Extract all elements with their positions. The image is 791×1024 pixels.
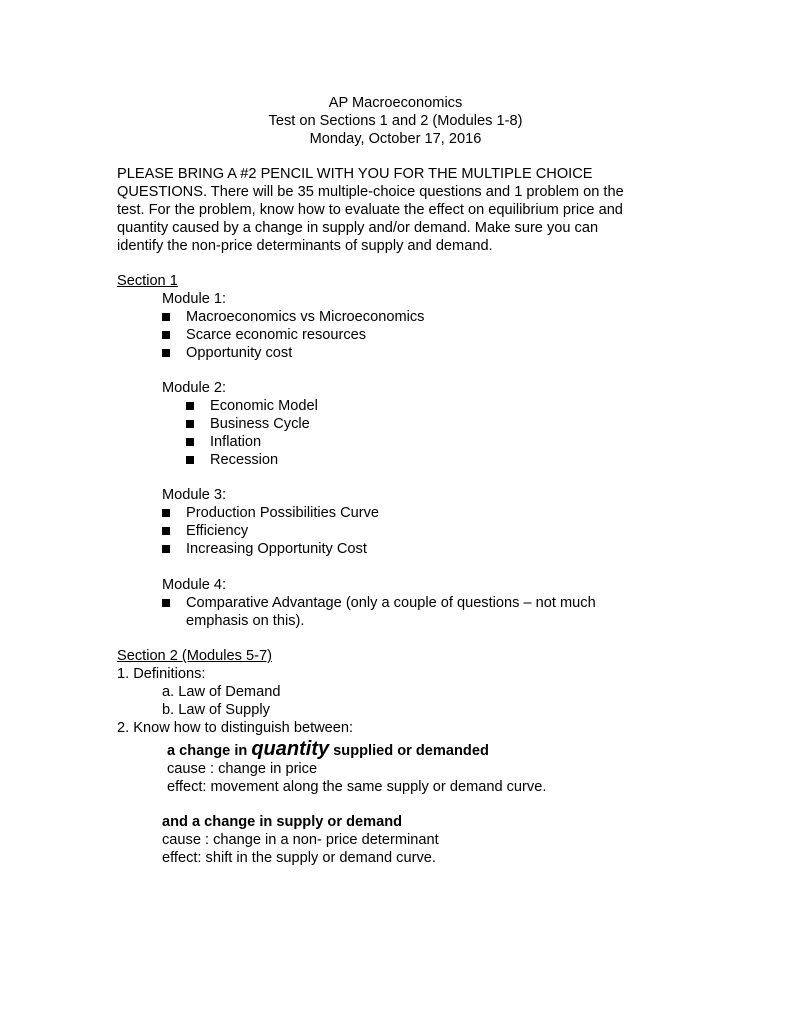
definition-item: b. Law of Supply xyxy=(162,702,270,718)
test-date: Monday, October 17, 2016 xyxy=(309,131,482,147)
module-1-list xyxy=(162,308,424,362)
square-bullet-icon xyxy=(186,438,194,446)
document-header xyxy=(0,94,791,148)
test-title: Test on Sections 1 and 2 (Modules 1-8) xyxy=(268,113,523,129)
list-item: Efficiency xyxy=(162,522,379,540)
intro-line: QUESTIONS. There will be 35 multiple-choice questions and 1 problem on the xyxy=(117,184,624,200)
module-3-title: Module 3: xyxy=(162,487,227,503)
intro-line: quantity caused by a change in supply and/or demand. Make sure you can xyxy=(117,220,599,236)
module-2-list xyxy=(186,397,318,469)
module-1-title: Module 1: xyxy=(162,291,227,307)
square-bullet-icon xyxy=(186,420,194,428)
quantity-change-heading: a change in quantity supplied or demanded xyxy=(167,738,489,760)
list-item: Increasing Opportunity Cost xyxy=(162,540,379,558)
list-item: Economic Model xyxy=(186,397,318,415)
module-2-title: Module 2: xyxy=(162,380,227,396)
quantity-emphasis: quantity xyxy=(251,738,330,760)
section-1-title: Section 1 xyxy=(117,273,178,289)
intro-line: identify the non-price determinants of supply and demand. xyxy=(117,238,493,254)
square-bullet-icon xyxy=(186,402,194,410)
supply-change-effect: effect: shift in the supply or demand curve. xyxy=(162,850,436,866)
square-bullet-icon xyxy=(162,599,170,607)
distinguish-label: 2. Know how to distinguish between: xyxy=(117,720,354,736)
intro-paragraph xyxy=(117,165,647,255)
supply-change-cause: cause : change in a non- price determinant xyxy=(162,832,439,848)
list-item: Inflation xyxy=(186,433,318,451)
square-bullet-icon xyxy=(162,331,170,339)
list-item: Production Possibilities Curve xyxy=(162,504,379,522)
module-3-list xyxy=(162,504,379,558)
definition-item: a. Law of Demand xyxy=(162,684,281,700)
list-item: Recession xyxy=(186,451,318,469)
quantity-change-cause: cause : change in price xyxy=(167,761,318,777)
list-item: Comparative Advantage (only a couple of questions – not much emphasis on this). xyxy=(162,594,662,630)
list-item: Business Cycle xyxy=(186,415,318,433)
square-bullet-icon xyxy=(186,456,194,464)
intro-line: PLEASE BRING A #2 PENCIL WITH YOU FOR THE MULTIPLE CHOICE xyxy=(117,166,593,182)
course-title: AP Macroeconomics xyxy=(328,95,463,111)
definitions-label: 1. Definitions: xyxy=(117,666,206,682)
section-2-title: Section 2 (Modules 5-7) xyxy=(117,648,272,664)
square-bullet-icon xyxy=(162,349,170,357)
list-item: Macroeconomics vs Microeconomics xyxy=(162,308,424,326)
square-bullet-icon xyxy=(162,313,170,321)
list-item: Scarce economic resources xyxy=(162,326,424,344)
supply-change-heading: and a change in supply or demand xyxy=(162,814,403,830)
quantity-change-effect: effect: movement along the same supply or demand curve. xyxy=(167,779,547,795)
module-4-title: Module 4: xyxy=(162,577,227,593)
square-bullet-icon xyxy=(162,509,170,517)
square-bullet-icon xyxy=(162,545,170,553)
list-item: Opportunity cost xyxy=(162,344,424,362)
intro-line: test. For the problem, know how to evaluate the effect on equilibrium price and xyxy=(117,202,623,218)
square-bullet-icon xyxy=(162,527,170,535)
